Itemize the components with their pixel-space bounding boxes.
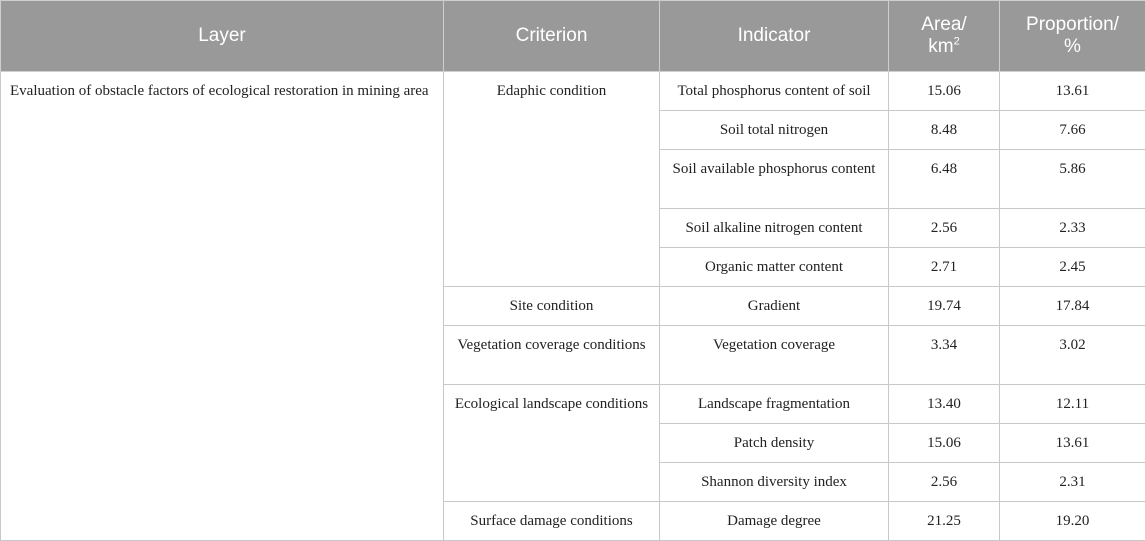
proportion-cell: 3.02	[1000, 326, 1145, 385]
header-area	[889, 1, 1000, 72]
proportion-cell: 7.66	[1000, 111, 1145, 150]
header-proportion	[1000, 1, 1145, 72]
proportion-cell: 19.20	[1000, 502, 1145, 541]
proportion-cell: 2.45	[1000, 248, 1145, 287]
criterion-cell-vegetation: Vegetation coverage conditions	[444, 326, 660, 385]
criterion-cell-surface: Surface damage conditions	[444, 502, 660, 541]
indicator-cell: Patch density	[660, 424, 889, 463]
area-cell: 2.56	[889, 209, 1000, 248]
indicator-cell: Organic matter content	[660, 248, 889, 287]
table-row	[1, 72, 1145, 111]
header-proportion-unit: %	[1064, 36, 1081, 57]
indicator-cell: Soil alkaline nitrogen content	[660, 209, 889, 248]
area-cell: 6.48	[889, 150, 1000, 209]
area-cell: 2.71	[889, 248, 1000, 287]
header-area-label: Area/	[921, 14, 966, 35]
criterion-cell-landscape: Ecological landscape conditions	[444, 385, 660, 502]
layer-cell: Evaluation of obstacle factors of ecological restoration in mining area	[1, 72, 444, 541]
area-cell: 15.06	[889, 72, 1000, 111]
indicator-cell: Total phosphorus content of soil	[660, 72, 889, 111]
area-cell: 13.40	[889, 385, 1000, 424]
indicator-cell: Damage degree	[660, 502, 889, 541]
indicator-cell: Soil available phosphorus content	[660, 150, 889, 209]
table-body	[1, 72, 1145, 541]
indicator-cell: Soil total nitrogen	[660, 111, 889, 150]
proportion-cell: 12.11	[1000, 385, 1145, 424]
header-indicator: Indicator	[660, 1, 889, 72]
indicator-cell: Shannon diversity index	[660, 463, 889, 502]
header-row	[1, 1, 1145, 72]
header-layer: Layer	[1, 1, 444, 72]
proportion-cell: 13.61	[1000, 72, 1145, 111]
area-cell: 8.48	[889, 111, 1000, 150]
criterion-cell-site: Site condition	[444, 287, 660, 326]
header-criterion: Criterion	[444, 1, 660, 72]
table-header	[1, 1, 1145, 72]
proportion-cell: 2.31	[1000, 463, 1145, 502]
indicator-cell: Vegetation coverage	[660, 326, 889, 385]
proportion-cell: 5.86	[1000, 150, 1145, 209]
area-cell: 15.06	[889, 424, 1000, 463]
area-cell: 21.25	[889, 502, 1000, 541]
area-cell: 3.34	[889, 326, 1000, 385]
indicator-cell: Gradient	[660, 287, 889, 326]
header-area-unit: km	[928, 36, 953, 57]
header-proportion-label: Proportion/	[1026, 14, 1119, 35]
indicator-cell: Landscape fragmentation	[660, 385, 889, 424]
proportion-cell: 17.84	[1000, 287, 1145, 326]
proportion-cell: 13.61	[1000, 424, 1145, 463]
criterion-cell-edaphic: Edaphic condition	[444, 72, 660, 287]
proportion-cell: 2.33	[1000, 209, 1145, 248]
header-area-superscript: 2	[954, 36, 960, 48]
area-cell: 2.56	[889, 463, 1000, 502]
area-cell: 19.74	[889, 287, 1000, 326]
